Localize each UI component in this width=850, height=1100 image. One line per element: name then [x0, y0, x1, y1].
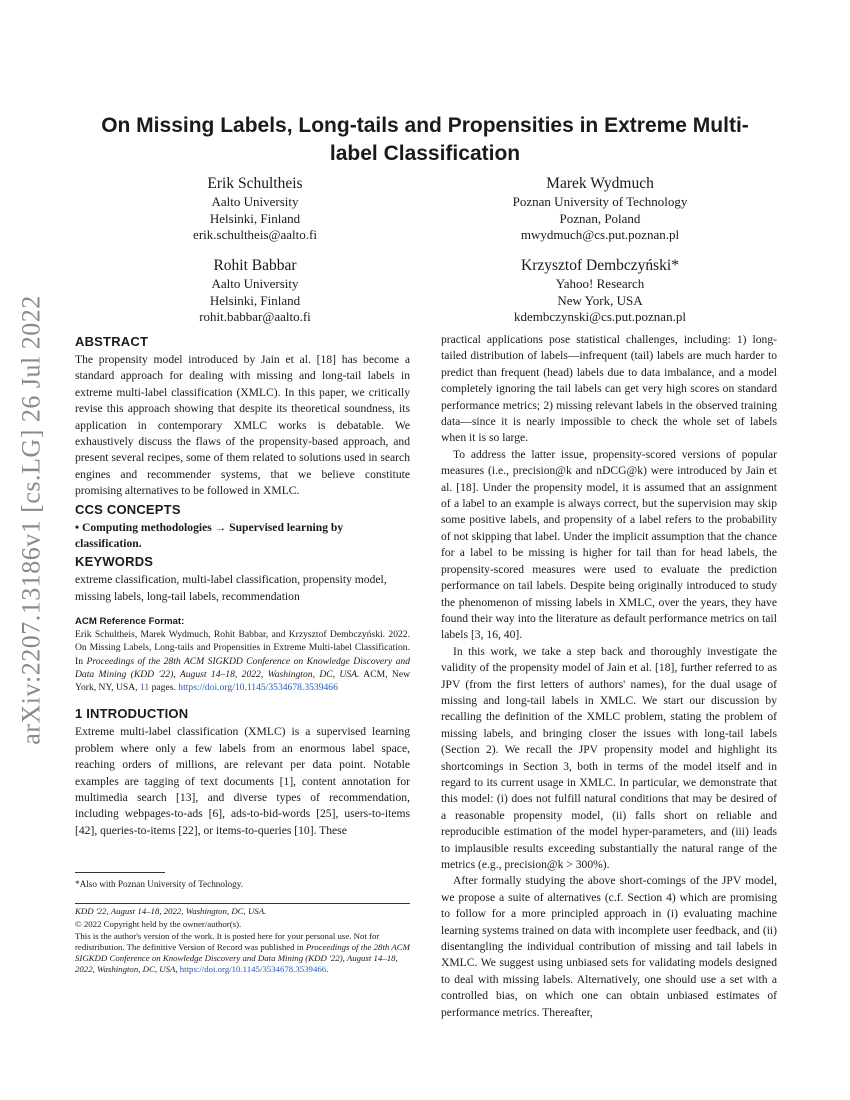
copyright-notice-text: This is the author's version of the work. It is posted here for your personal use. Not for redistribution. The definitive Version of Record was published in	[75, 930, 380, 952]
author-email[interactable]: erik.schultheis@aalto.fi	[193, 227, 317, 242]
abstract-heading: ABSTRACT	[75, 334, 149, 349]
introduction-heading: 1 INTRODUCTION	[75, 706, 189, 722]
copyright-doi-link[interactable]: https://doi.org/10.1145/3534678.3539466	[179, 964, 327, 975]
copyright-proceedings: Proceedings of the 28th ACM SIGKDD Conference on Knowledge Discovery and Data Mining (KDD '22), August 14–18, 2022, Washington, DC, USA	[75, 941, 410, 975]
arxiv-identifier[interactable]: arXiv:2207.13186v1 [cs.LG] 26 Jul 2022	[17, 295, 46, 745]
author-email[interactable]: mwydmuch@cs.put.poznan.pl	[520, 227, 680, 242]
author-name: Rohit Babbar	[213, 257, 297, 274]
keywords-text: extreme classification, multi-label classification, propensity model, missing labels, long-tail labels, recommendation	[75, 573, 387, 603]
introduction-text: Extreme multi-label classification (XMLC) is a supervised learning problem where only a few labels from an enormous label space, reaching orders of millions, are relevant per data point. Notable examples are tagging of text documents [1], content annotation for multimedia search [13], and diverse types of recommendation, including webpages-to-ads [6], ads-to-bid-words [25], users-to-items [42], queries-to-items [22], or items-to-queries [10]. These	[75, 725, 410, 837]
acm-reference-pages-suffix: pages.	[149, 682, 179, 694]
author-location: Helsinki, Finland	[209, 292, 301, 308]
paragraph: To address the latter issue, propensity-scored versions of popular measures (i.e., precision@k and nDCG@k) were introduced by Jain et al. [18]. Under the propensity model, it is assumed that an assignment of a label to an example is always correct, but the supervision may skip some positive labels, and propensity of a label refers to the probability of not skipping that label. Under the implicit assumption that the chance for a label to be missing is higher for tail than for head labels, the propensity-scored measures were used to evaluate the prediction performance on tail labels. Despite being originally introduced to study the phenomenon of missing labels in XMLC, over the years, they have found their way into the literature as default performance metrics on tail labels [3, 16, 40].	[441, 447, 777, 642]
copyright-conference: KDD '22, August 14–18, 2022, Washington, DC, USA.	[75, 906, 267, 916]
copyright-block	[75, 906, 410, 976]
ccs-text: • Computing methodologies → Supervised learning by classification.	[75, 520, 344, 551]
author-location: Helsinki, Finland	[209, 210, 301, 226]
copyright-divider	[75, 903, 410, 904]
copyright-end: .	[326, 964, 329, 975]
left-column	[75, 332, 410, 839]
author-name: Marek Wydmuch	[546, 175, 654, 192]
author-affiliation: Aalto University	[211, 276, 299, 291]
acm-reference-proceedings: Proceedings of the 28th ACM SIGKDD Conference on Knowledge Discovery and Data Mining (KDD '22), August 14–18, 2022, Washington, DC, USA.	[75, 655, 411, 680]
acm-reference-pages[interactable]: 11	[139, 682, 150, 694]
copyright-sep: ,	[175, 964, 180, 975]
right-column	[441, 332, 777, 1021]
footnote-divider	[75, 872, 165, 873]
paragraph: practical applications pose statistical challenges, including: 1) long-tailed distribution of labels—infrequent (tail) labels are much harder to predict than frequent (head) labels due to data imbalance, and a model completely ignoring the tail labels can get very high scores on standard performance metrics; 2) missing relevant labels in the observed training data—since it is nearly impossible to check the whole set of labels when it is so large.	[441, 333, 777, 445]
author-email[interactable]: kdembczynski@cs.put.poznan.pl	[514, 309, 686, 324]
author-block	[480, 255, 720, 326]
author-name: Krzysztof Dembczyński*	[521, 257, 679, 274]
author-email[interactable]: rohit.babbar@aalto.fi	[199, 309, 311, 324]
acm-reference-heading: ACM Reference Format:	[75, 616, 185, 628]
keywords-heading: KEYWORDS	[75, 554, 154, 570]
acm-reference-authors: Erik Schultheis, Marek Wydmuch, Rohit Babbar, and Krzysztof Dembczyński. 2022. On Missing Labels, Long-tails and Propensities in Extreme Multi-label Classification. In	[75, 629, 410, 667]
copyright-notice	[75, 931, 410, 976]
author-affiliation: Yahoo! Research	[555, 276, 645, 291]
paragraph: After formally studying the above short-comings of the JPV model, we propose a suite of alternatives (c.f. Section 4) which are promising to follow for a more principled approach in (i) evaluating machine learning systems trained on data with incomplete user feedback, and (ii) disentangling the individual contribution of missing and tail labels in XMLC. We suggest using unbiased sets for validating models designed to deal with missing labels. Alternatively, one should use a set with a controlled bias, on which one can obtain unbiased estimates of performance metrics. Thereafter,	[441, 874, 777, 1019]
acm-reference-publisher: ACM, New York, NY, USA,	[75, 668, 411, 694]
author-location: New York, USA	[557, 292, 643, 308]
author-affiliation: Aalto University	[211, 194, 299, 209]
arxiv-sidebar	[8, 295, 56, 745]
abstract-text: The propensity model introduced by Jain et al. [18] has become a standard approach for dealing with missing and long-tail labels in extreme multi-label classification (XMLC). In this paper, we critically revise this approach showing that despite its theoretical soundness, its application in contemporary XMLC works is debatable. We exhaustively discuss the flaws of the propensity-based approach, and present several recipes, some of them related to solutions used in search engines and recommender systems, that we believe constitute promising alternatives to be followed in XMLC.	[75, 353, 410, 498]
author-name: Erik Schultheis	[207, 175, 303, 192]
author-location: Poznan, Poland	[559, 210, 641, 226]
paper-title: On Missing Labels, Long-tails and Propensities in Extreme Multi-label Classification	[101, 114, 749, 165]
author-block	[160, 255, 350, 326]
ccs-heading: CCS CONCEPTS	[75, 501, 181, 517]
paragraph: In this work, we take a step back and thoroughly investigate the validity of the propensity model of Jain et al. [18], further referred to as JPV (from the first letters of authors' names), for the dual usage of missing and long-tail labels in XMLC. We start our discussion by recalling the definition of the XMLC problem, stating the problem of missing labels, and bringing closer the issues with long-tail labels (Section 2). We recall the JPV propensity model and highlight its shortcomings in Section 3, both in terms of the model itself and in regard to its current usage in XMLC. In particular, we demonstrate that this model: (i) does not fulfill natural conditions that may be desired of a reasonable propensity model, (ii) falls short on reliable and reproducible estimation of the model hyper-parameters, and (iii) leads to implausible results exceeding substantially the natural range of the metrics (e.g., precision@k > 300%).	[441, 644, 777, 871]
acm-reference-text	[75, 628, 410, 694]
copyright-line: © 2022 Copyright held by the owner/author(s).	[75, 919, 242, 930]
acm-reference-doi-link[interactable]: https://doi.org/10.1145/3534678.3539466	[178, 682, 338, 694]
author-affiliation: Poznan University of Technology	[512, 194, 688, 209]
author-block	[480, 173, 720, 244]
author-block	[160, 173, 350, 244]
footnote: *Also with Poznan University of Technology.	[75, 879, 244, 889]
